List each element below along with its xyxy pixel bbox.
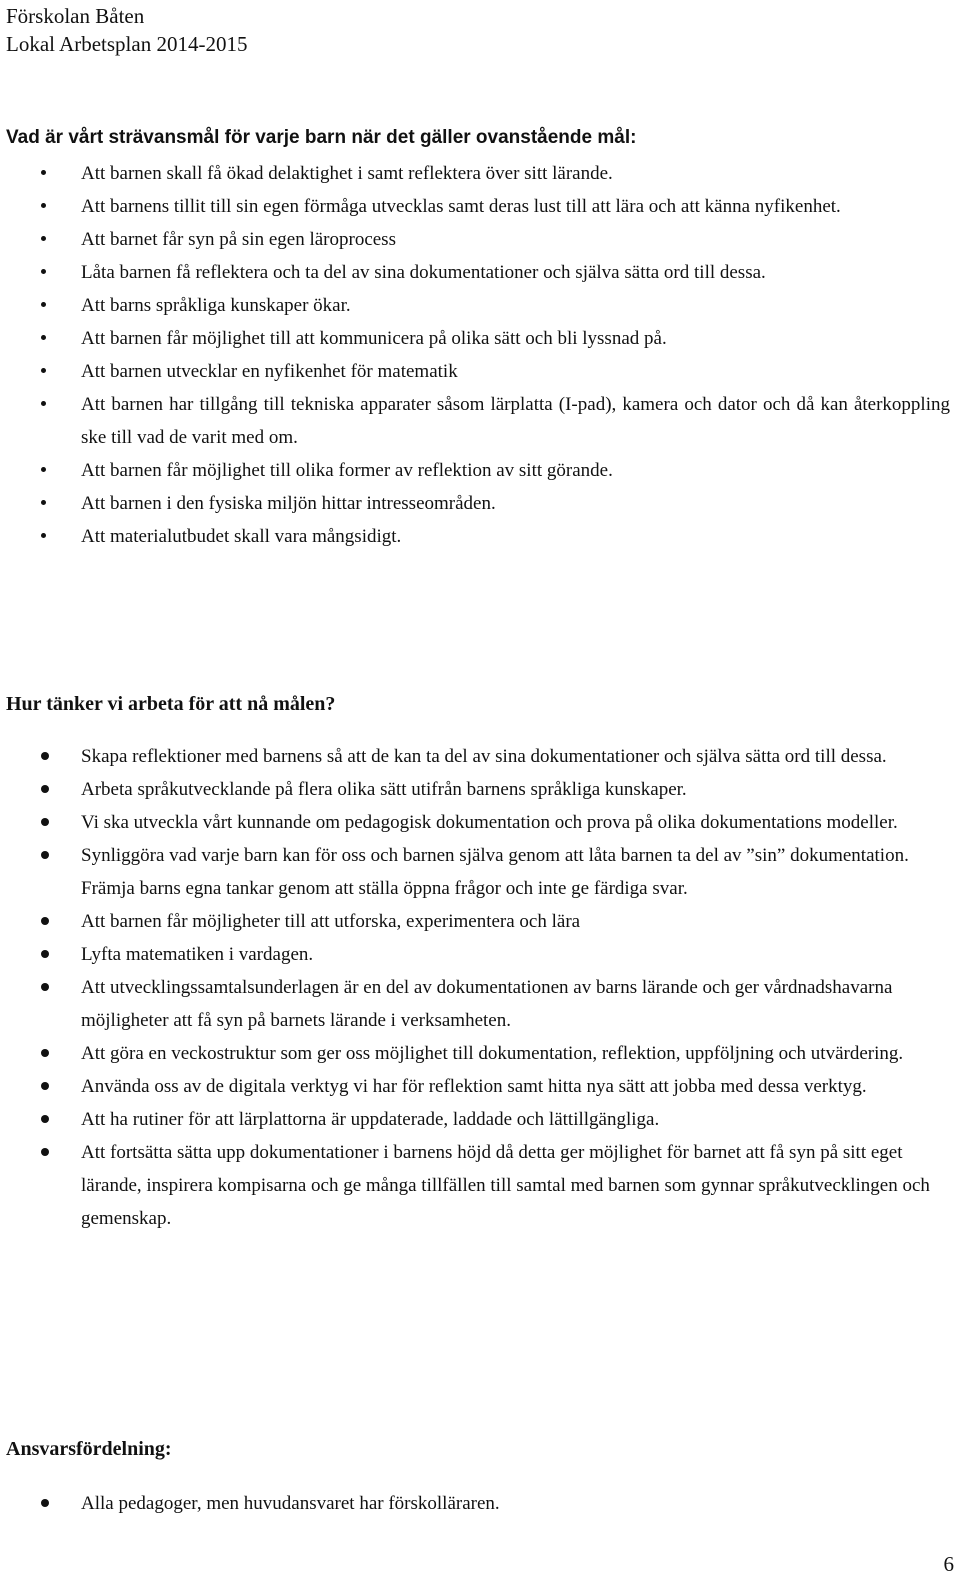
bullet-icon bbox=[41, 950, 49, 958]
list-item: Att barnen får möjlighet till att kommunicera på olika sätt och bli lyssnad på. bbox=[0, 322, 960, 355]
plan-title: Lokal Arbetsplan 2014-2015 bbox=[6, 32, 248, 56]
bullet-icon bbox=[41, 851, 49, 859]
bullet-icon bbox=[41, 236, 46, 241]
bullet-icon bbox=[41, 533, 46, 538]
responsibility-list bbox=[0, 1487, 960, 1520]
list-item: Arbeta språkutvecklande på flera olika sätt utifrån barnens språkliga kunskaper. bbox=[0, 773, 960, 806]
list-item: Att materialutbudet skall vara mångsidigt. bbox=[0, 520, 960, 553]
list-item: Att fortsätta sätta upp dokumentationer i barnens höjd då detta ger möjlighet för barnet att få syn på sitt eget lärande, inspirera kompisarna och ge många tillfällen till samtal med barnen som gynnar språkutvecklingen och gemenskap. bbox=[0, 1136, 960, 1235]
bullet-icon bbox=[41, 401, 46, 406]
page-number: 6 bbox=[943, 1552, 954, 1576]
bullet-icon bbox=[41, 335, 46, 340]
list-item: Att barnet får syn på sin egen läroprocess bbox=[0, 223, 960, 256]
bullet-icon bbox=[41, 785, 49, 793]
list-item: Alla pedagoger, men huvudansvaret har förskolläraren. bbox=[0, 1487, 960, 1520]
bullet-icon bbox=[41, 1082, 49, 1090]
list-item: Skapa reflektioner med barnens så att de kan ta del av sina dokumentationer och själva sätta ord till dessa. bbox=[0, 740, 960, 773]
bullet-icon bbox=[41, 1499, 49, 1507]
list-item: Synliggöra vad varje barn kan för oss och barnen själva genom att låta barnen ta del av ”sin” dokumentation. Främja barns egna tankar genom att ställa öppna frågor och inte ge färdiga svar. bbox=[0, 839, 960, 905]
list-item: Att barnen har tillgång till tekniska apparater såsom lärplatta (I-pad), kamera och dator och då kan återkoppling ske till vad de varit med om. bbox=[0, 388, 960, 454]
bullet-icon bbox=[41, 983, 49, 991]
bullet-icon bbox=[41, 302, 46, 307]
bullet-icon bbox=[41, 203, 46, 208]
methods-list bbox=[0, 740, 960, 1235]
goals-list bbox=[0, 157, 960, 553]
bullet-icon bbox=[41, 917, 49, 925]
list-item: Att barnen får möjligheter till att utforska, experimentera och lära bbox=[0, 905, 960, 938]
section-heading-responsibility: Ansvarsfördelning: bbox=[6, 1438, 172, 1460]
list-item: Att barnen i den fysiska miljön hittar intresseområden. bbox=[0, 487, 960, 520]
bullet-icon bbox=[41, 1115, 49, 1123]
bullet-icon bbox=[41, 467, 46, 472]
list-item: Att barnen får möjlighet till olika former av reflektion av sitt görande. bbox=[0, 454, 960, 487]
list-item: Låta barnen få reflektera och ta del av sina dokumentationer och själva sätta ord till dessa. bbox=[0, 256, 960, 289]
list-item: Att göra en veckostruktur som ger oss möjlighet till dokumentation, reflektion, uppföljning och utvärdering. bbox=[0, 1037, 960, 1070]
school-name: Förskolan Båten bbox=[6, 4, 145, 28]
list-item: Att barnen utvecklar en nyfikenhet för matematik bbox=[0, 355, 960, 388]
section-heading-methods: Hur tänker vi arbeta för att nå målen? bbox=[6, 693, 336, 715]
document-header bbox=[6, 2, 247, 58]
bullet-icon bbox=[41, 368, 46, 373]
list-item: Att barnens tillit till sin egen förmåga utvecklas samt deras lust till att lära och att känna nyfikenhet. bbox=[0, 190, 960, 223]
list-item: Att barns språkliga kunskaper ökar. bbox=[0, 289, 960, 322]
section-heading-goals: Vad är vårt strävansmål för varje barn när det gäller ovanstående mål: bbox=[6, 127, 637, 148]
list-item: Vi ska utveckla vårt kunnande om pedagogisk dokumentation och prova på olika dokumentations modeller. bbox=[0, 806, 960, 839]
bullet-icon bbox=[41, 269, 46, 274]
list-item: Att utvecklingssamtalsunderlagen är en del av dokumentationen av barns lärande och ger vårdnadshavarna möjligheter att få syn på barnets lärande i verksamheten. bbox=[0, 971, 960, 1037]
list-item: Lyfta matematiken i vardagen. bbox=[0, 938, 960, 971]
list-item: Att ha rutiner för att lärplattorna är uppdaterade, laddade och lättillgängliga. bbox=[0, 1103, 960, 1136]
bullet-icon bbox=[41, 170, 46, 175]
bullet-icon bbox=[41, 1148, 49, 1156]
list-item: Att barnen skall få ökad delaktighet i samt reflektera över sitt lärande. bbox=[0, 157, 960, 190]
bullet-icon bbox=[41, 752, 49, 760]
bullet-icon bbox=[41, 1049, 49, 1057]
list-item: Använda oss av de digitala verktyg vi har för reflektion samt hitta nya sätt att jobba med dessa verktyg. bbox=[0, 1070, 960, 1103]
bullet-icon bbox=[41, 818, 49, 826]
bullet-icon bbox=[41, 500, 46, 505]
